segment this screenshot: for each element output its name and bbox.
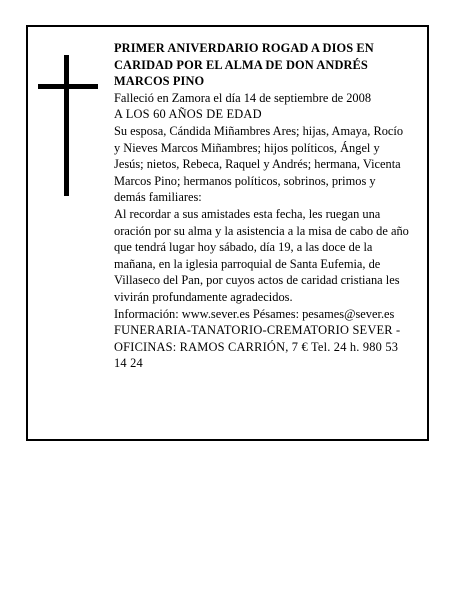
cross-icon [64,55,69,196]
contact-info: Información: www.sever.es Pésames: pesames@sever.es [114,306,395,321]
notice-heading: PRIMER ANIVERDARIO ROGAD A DIOS EN CARIDAD POR EL ALMA DE DON ANDRÉS MARCOS PINO [114,41,374,89]
age-line: A LOS 60 AÑOS DE EDAD [114,107,262,122]
obituary-text [114,40,410,372]
family-paragraph: Su esposa, Cándida Miñambres Ares; hijas, Amaya, Rocío y Nieves Marcos Miñambres; hijos políticos, Ángel y Jesús; nietos, Rebeca, Raquel y Andrés; hermana, Vicenta Marcos Pino; hermanos políticos, sobrinos, primos y demás familiares: [114,123,404,205]
invitation-paragraph: Al recordar a sus amistades esta fecha, les ruegan una oración por su alma y la asistencia a la misa de cabo de año que tendrá lugar hoy sábado, día 19, a las doce de la mañana, en la iglesia parroquial de Santa Eufemia, de Villaseco del Pan, por cuyos actos de caridad cristiana les vivirán profundamente agradecidos. [114,206,409,304]
funeral-home-info: FUNERARIA-TANATORIO-CREMATORIO SEVER - OFICINAS: RAMOS CARRIÓN, 7 € Tel. 24 h. 980 53 14 24 [114,323,401,371]
cross-icon-crossbar [38,84,98,89]
death-date-line: Falleció en Zamora el día 14 de septiembre de 2008 [114,90,372,105]
